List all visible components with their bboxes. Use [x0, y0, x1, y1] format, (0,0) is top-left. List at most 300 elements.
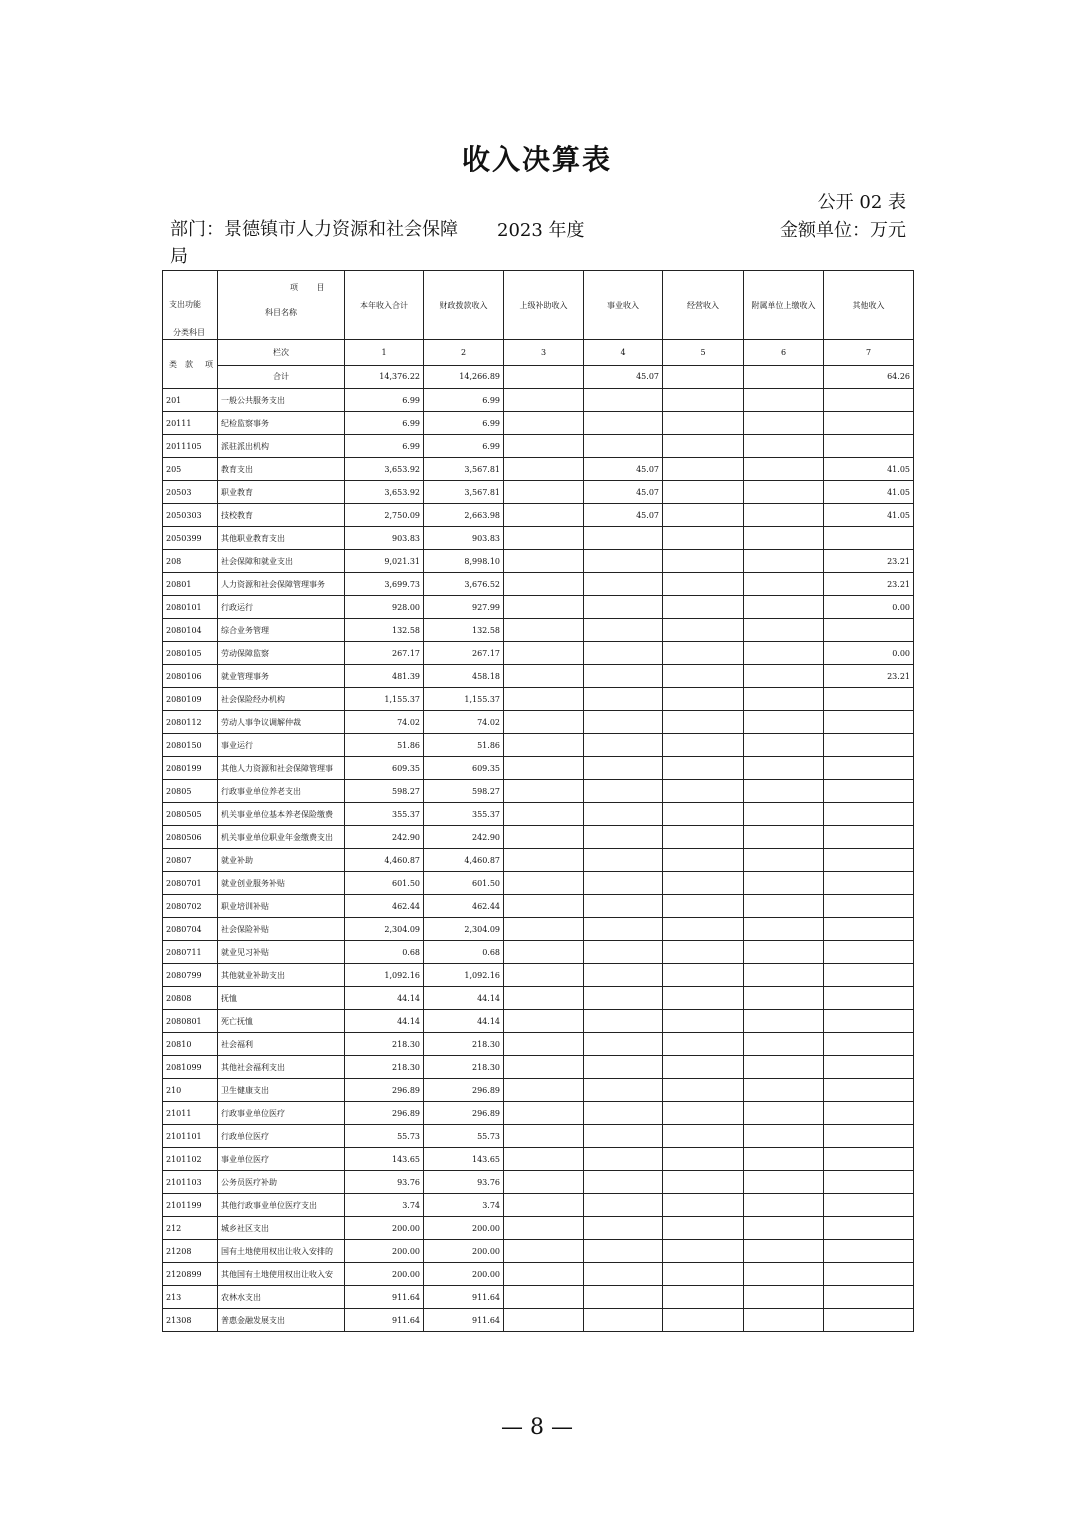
amount-cell: [824, 987, 914, 1010]
amount-cell: [584, 412, 663, 435]
amount-cell: [744, 550, 824, 573]
amount-cell: [744, 941, 824, 964]
amount-cell: [584, 941, 663, 964]
amount-cell: 55.73: [424, 1125, 504, 1148]
total-value: [663, 365, 744, 388]
table-row: [163, 1171, 914, 1194]
table-row: [163, 1148, 914, 1171]
amount-cell: [824, 1171, 914, 1194]
amount-cell: [504, 780, 584, 803]
table-row: [163, 1125, 914, 1148]
amount-cell: [584, 1217, 663, 1240]
form-number: 公开 02 表: [817, 192, 906, 213]
column-number: 2: [424, 340, 504, 366]
amount-cell: 143.65: [424, 1148, 504, 1171]
subject-name: 农林水支出: [218, 1286, 345, 1309]
amount-cell: 3,653.92: [345, 481, 424, 504]
amount-cell: [504, 435, 584, 458]
amount-cell: [824, 780, 914, 803]
amount-cell: [744, 826, 824, 849]
amount-cell: [744, 1056, 824, 1079]
amount-cell: 4,460.87: [424, 849, 504, 872]
subject-name: 职业培训补贴: [218, 895, 345, 918]
kuan-label: 款: [185, 360, 193, 369]
subject-code: 212: [163, 1217, 218, 1240]
amount-cell: [744, 619, 824, 642]
subject-code: 2080801: [163, 1010, 218, 1033]
amount-cell: [744, 1217, 824, 1240]
amount-cell: 3,676.52: [424, 573, 504, 596]
amount-cell: 51.86: [345, 734, 424, 757]
amount-cell: [824, 941, 914, 964]
amount-cell: 41.05: [824, 458, 914, 481]
amount-cell: [744, 1033, 824, 1056]
amount-cell: [663, 458, 744, 481]
subject-name: 教育支出: [218, 458, 345, 481]
amount-cell: 458.18: [424, 665, 504, 688]
amount-cell: 218.30: [424, 1033, 504, 1056]
amount-cell: 200.00: [424, 1263, 504, 1286]
table-row: [163, 872, 914, 895]
table-row: [163, 1033, 914, 1056]
amount-cell: [824, 1263, 914, 1286]
subject-code: 21208: [163, 1240, 218, 1263]
table-row: [163, 596, 914, 619]
amount-cell: [744, 1171, 824, 1194]
table-row: [163, 711, 914, 734]
amount-cell: 6.99: [424, 412, 504, 435]
amount-cell: [824, 389, 914, 412]
amount-cell: [584, 573, 663, 596]
amount-cell: 218.30: [424, 1056, 504, 1079]
amount-cell: [584, 435, 663, 458]
amount-cell: [744, 596, 824, 619]
amount-cell: [504, 504, 584, 527]
amount-cell: [744, 757, 824, 780]
lei-label: 类: [169, 360, 177, 369]
amount-cell: [584, 803, 663, 826]
amount-cell: [504, 895, 584, 918]
column-header: 其他收入: [824, 271, 914, 340]
amount-cell: [504, 481, 584, 504]
amount-cell: 45.07: [584, 481, 663, 504]
amount-cell: 3,653.92: [345, 458, 424, 481]
subject-name: 其他人力资源和社会保障管理事: [218, 757, 345, 780]
amount-cell: [744, 389, 824, 412]
amount-cell: 9,021.31: [345, 550, 424, 573]
subject-name: 人力资源和社会保障管理事务: [218, 573, 345, 596]
table-row: [163, 1217, 914, 1240]
amount-cell: [824, 435, 914, 458]
amount-cell: [504, 872, 584, 895]
amount-cell: [584, 665, 663, 688]
amount-cell: 0.00: [824, 642, 914, 665]
amount-cell: [824, 1148, 914, 1171]
subject-code: 2101103: [163, 1171, 218, 1194]
amount-cell: [584, 527, 663, 550]
amount-cell: [584, 964, 663, 987]
amount-cell: [824, 1102, 914, 1125]
table-row: [163, 757, 914, 780]
amount-cell: [504, 757, 584, 780]
amount-cell: [663, 1125, 744, 1148]
table-row: [163, 389, 914, 412]
subject-name: 就业见习补贴: [218, 941, 345, 964]
amount-cell: [663, 412, 744, 435]
page-title: 收入决算表: [461, 143, 612, 176]
amount-cell: [744, 872, 824, 895]
amount-cell: 55.73: [345, 1125, 424, 1148]
subject-code: 2050303: [163, 504, 218, 527]
amount-cell: [663, 1171, 744, 1194]
amount-cell: [663, 481, 744, 504]
amount-cell: [744, 481, 824, 504]
amount-cell: 1,155.37: [424, 688, 504, 711]
amount-cell: [584, 688, 663, 711]
amount-cell: [744, 412, 824, 435]
amount-cell: [584, 1171, 663, 1194]
amount-cell: [744, 1263, 824, 1286]
amount-cell: 6.99: [424, 435, 504, 458]
subject-name: 普惠金融发展支出: [218, 1309, 345, 1332]
table-row: [163, 435, 914, 458]
amount-cell: [824, 1033, 914, 1056]
column-number-row: [163, 340, 914, 366]
amount-cell: [824, 1056, 914, 1079]
amount-cell: [663, 619, 744, 642]
amount-cell: [663, 1056, 744, 1079]
subject-code: 208: [163, 550, 218, 573]
subject-name: 其他职业教育支出: [218, 527, 345, 550]
table-row: [163, 550, 914, 573]
amount-cell: [584, 872, 663, 895]
total-value: 45.07: [584, 365, 663, 388]
amount-cell: [744, 849, 824, 872]
amount-cell: 462.44: [345, 895, 424, 918]
amount-cell: [504, 964, 584, 987]
amount-cell: [663, 757, 744, 780]
subject-code: 2101199: [163, 1194, 218, 1217]
table-row: [163, 1309, 914, 1332]
table-row: [163, 573, 914, 596]
amount-cell: [504, 918, 584, 941]
amount-cell: [504, 573, 584, 596]
amount-cell: [584, 1309, 663, 1332]
amount-cell: [584, 734, 663, 757]
subject-name: 行政运行: [218, 596, 345, 619]
amount-cell: 200.00: [345, 1263, 424, 1286]
amount-cell: [504, 849, 584, 872]
amount-cell: [584, 1125, 663, 1148]
amount-cell: [663, 734, 744, 757]
amount-cell: [584, 1056, 663, 1079]
column-header: 上级补助收入: [504, 271, 584, 340]
amount-cell: [584, 849, 663, 872]
table-row: [163, 458, 914, 481]
amount-cell: 23.21: [824, 665, 914, 688]
amount-cell: [663, 1033, 744, 1056]
subject-code: 20808: [163, 987, 218, 1010]
amount-cell: 45.07: [584, 458, 663, 481]
amount-cell: 2,304.09: [345, 918, 424, 941]
subject-name: 综合业务管理: [218, 619, 345, 642]
amount-cell: [504, 1217, 584, 1240]
subject-name: 社会保障和就业支出: [218, 550, 345, 573]
table-row: [163, 665, 914, 688]
subject-code: 2080109: [163, 688, 218, 711]
function-category-header: [163, 271, 218, 340]
amount-cell: [744, 573, 824, 596]
amount-cell: 1,092.16: [424, 964, 504, 987]
amount-cell: 3,567.81: [424, 481, 504, 504]
subject-code: 210: [163, 1079, 218, 1102]
amount-cell: [744, 1125, 824, 1148]
amount-cell: 296.89: [345, 1102, 424, 1125]
amount-cell: 6.99: [345, 435, 424, 458]
subject-name: 派驻派出机构: [218, 435, 345, 458]
amount-cell: 3.74: [424, 1194, 504, 1217]
total-row: [163, 365, 914, 388]
fiscal-year: 2023 年度: [497, 220, 585, 241]
amount-cell: [504, 1125, 584, 1148]
amount-cell: [824, 1240, 914, 1263]
subject-code: 2080506: [163, 826, 218, 849]
amount-cell: [504, 826, 584, 849]
amount-cell: [663, 550, 744, 573]
page-number: — 8 —: [501, 1415, 573, 1440]
amount-cell: [744, 1010, 824, 1033]
subject-name: 其他社会福利支出: [218, 1056, 345, 1079]
table-row: [163, 1286, 914, 1309]
subject-code: 2081099: [163, 1056, 218, 1079]
amount-cell: 609.35: [424, 757, 504, 780]
subject-name: 公务员医疗补助: [218, 1171, 345, 1194]
amount-cell: 132.58: [345, 619, 424, 642]
amount-cell: [504, 665, 584, 688]
amount-cell: 1,092.16: [345, 964, 424, 987]
amount-cell: 6.99: [345, 412, 424, 435]
amount-cell: [504, 1194, 584, 1217]
subject-name: 劳动人事争议调解仲裁: [218, 711, 345, 734]
amount-cell: 74.02: [424, 711, 504, 734]
amount-cell: 2,663.98: [424, 504, 504, 527]
amount-cell: [584, 1286, 663, 1309]
amount-cell: [744, 1240, 824, 1263]
amount-cell: [744, 1102, 824, 1125]
amount-cell: [663, 711, 744, 734]
amount-cell: [584, 1102, 663, 1125]
amount-cell: 355.37: [345, 803, 424, 826]
amount-cell: [663, 826, 744, 849]
subject-name: 机关事业单位职业年金缴费支出: [218, 826, 345, 849]
amount-cell: [744, 504, 824, 527]
amount-cell: [744, 803, 824, 826]
amount-cell: 45.07: [584, 504, 663, 527]
subject-code: 2080704: [163, 918, 218, 941]
amount-cell: [663, 803, 744, 826]
amount-cell: [824, 849, 914, 872]
amount-cell: [504, 1148, 584, 1171]
amount-cell: [663, 389, 744, 412]
amount-cell: 355.37: [424, 803, 504, 826]
amount-cell: [504, 596, 584, 619]
subject-name: 抚恤: [218, 987, 345, 1010]
table-row: [163, 619, 914, 642]
subject-name: 其他国有土地使用权出让收入安: [218, 1263, 345, 1286]
amount-cell: [824, 688, 914, 711]
amount-cell: 132.58: [424, 619, 504, 642]
amount-cell: [504, 1033, 584, 1056]
amount-cell: [744, 1194, 824, 1217]
amount-cell: [663, 1010, 744, 1033]
amount-cell: 3.74: [345, 1194, 424, 1217]
total-label: 合计: [218, 365, 345, 388]
amount-cell: [504, 1171, 584, 1194]
amount-cell: [824, 803, 914, 826]
amount-cell: [504, 1240, 584, 1263]
column-header: 附属单位上缴收入: [744, 271, 824, 340]
amount-cell: 6.99: [345, 389, 424, 412]
amount-cell: 601.50: [424, 872, 504, 895]
subject-name: 社会保险经办机构: [218, 688, 345, 711]
amount-cell: [504, 734, 584, 757]
amount-cell: [584, 1010, 663, 1033]
subject-code: 2080701: [163, 872, 218, 895]
subject-code: 2011105: [163, 435, 218, 458]
amount-cell: 3,699.73: [345, 573, 424, 596]
amount-cell: 911.64: [424, 1309, 504, 1332]
table-row: [163, 1102, 914, 1125]
amount-cell: [504, 1309, 584, 1332]
column-number: 3: [504, 340, 584, 366]
subject-name: 一般公共服务支出: [218, 389, 345, 412]
amount-cell: [744, 734, 824, 757]
subject-code: 2080702: [163, 895, 218, 918]
amount-cell: [744, 780, 824, 803]
amount-cell: [504, 941, 584, 964]
amount-cell: [744, 688, 824, 711]
amount-cell: 481.39: [345, 665, 424, 688]
amount-cell: [663, 1263, 744, 1286]
amount-cell: [663, 435, 744, 458]
amount-cell: [663, 780, 744, 803]
function-label-line1: 支出功能: [169, 300, 201, 309]
table-row: [163, 780, 914, 803]
amount-cell: [824, 527, 914, 550]
row-label: 栏次: [218, 340, 345, 366]
amount-cell: [584, 1194, 663, 1217]
subject-code: 21308: [163, 1309, 218, 1332]
table-row: [163, 688, 914, 711]
subject-name-header: [218, 271, 345, 340]
column-number: 7: [824, 340, 914, 366]
amount-cell: [663, 573, 744, 596]
amount-cell: [504, 987, 584, 1010]
table-row: [163, 918, 914, 941]
amount-cell: [504, 1263, 584, 1286]
amount-cell: 0.68: [424, 941, 504, 964]
amount-cell: [584, 918, 663, 941]
amount-cell: 598.27: [345, 780, 424, 803]
column-number: 5: [663, 340, 744, 366]
amount-cell: 903.83: [345, 527, 424, 550]
amount-cell: 3,567.81: [424, 458, 504, 481]
amount-cell: [744, 642, 824, 665]
amount-cell: 242.90: [424, 826, 504, 849]
amount-cell: [504, 412, 584, 435]
amount-cell: [663, 987, 744, 1010]
amount-cell: [663, 1240, 744, 1263]
subject-code: 2050399: [163, 527, 218, 550]
amount-cell: [504, 1010, 584, 1033]
subject-code: 2080104: [163, 619, 218, 642]
amount-unit: 金额单位：万元: [780, 220, 906, 241]
subject-code: 2101101: [163, 1125, 218, 1148]
amount-cell: [584, 826, 663, 849]
amount-cell: 51.86: [424, 734, 504, 757]
amount-cell: [663, 1148, 744, 1171]
subject-name: 技校教育: [218, 504, 345, 527]
amount-cell: 598.27: [424, 780, 504, 803]
total-value: 14,266.89: [424, 365, 504, 388]
table-row: [163, 1010, 914, 1033]
amount-cell: 143.65: [345, 1148, 424, 1171]
amount-cell: [744, 918, 824, 941]
table-row: [163, 1263, 914, 1286]
table-row: [163, 826, 914, 849]
amount-cell: 296.89: [345, 1079, 424, 1102]
subject-name: 社会保险补贴: [218, 918, 345, 941]
subject-code: 2080799: [163, 964, 218, 987]
amount-cell: 601.50: [345, 872, 424, 895]
amount-cell: [744, 435, 824, 458]
subject-name: 事业运行: [218, 734, 345, 757]
amount-cell: 2,750.09: [345, 504, 424, 527]
subject-code: 2080112: [163, 711, 218, 734]
subject-name-label: 科目名称: [265, 308, 297, 317]
amount-cell: 4,460.87: [345, 849, 424, 872]
subject-code: 20805: [163, 780, 218, 803]
subject-name: 劳动保障监察: [218, 642, 345, 665]
subject-name: 纪检监察事务: [218, 412, 345, 435]
table-row: [163, 1056, 914, 1079]
amount-cell: [744, 1148, 824, 1171]
column-header: 经营收入: [663, 271, 744, 340]
amount-cell: [744, 1309, 824, 1332]
amount-cell: [584, 1033, 663, 1056]
column-header: 事业收入: [584, 271, 663, 340]
amount-cell: 1,155.37: [345, 688, 424, 711]
amount-cell: 296.89: [424, 1102, 504, 1125]
amount-cell: [663, 849, 744, 872]
subject-name: 死亡抚恤: [218, 1010, 345, 1033]
amount-cell: [663, 1102, 744, 1125]
subject-name: 社会福利: [218, 1033, 345, 1056]
amount-cell: 200.00: [424, 1217, 504, 1240]
amount-cell: [504, 711, 584, 734]
amount-cell: [584, 757, 663, 780]
amount-cell: [744, 987, 824, 1010]
subject-name: 行政单位医疗: [218, 1125, 345, 1148]
amount-cell: [584, 780, 663, 803]
amount-cell: 2,304.09: [424, 918, 504, 941]
amount-cell: [504, 619, 584, 642]
amount-cell: [744, 1079, 824, 1102]
amount-cell: [584, 1263, 663, 1286]
income-table: [162, 270, 914, 1332]
amount-cell: [504, 1079, 584, 1102]
column-header: 本年收入合计: [345, 271, 424, 340]
